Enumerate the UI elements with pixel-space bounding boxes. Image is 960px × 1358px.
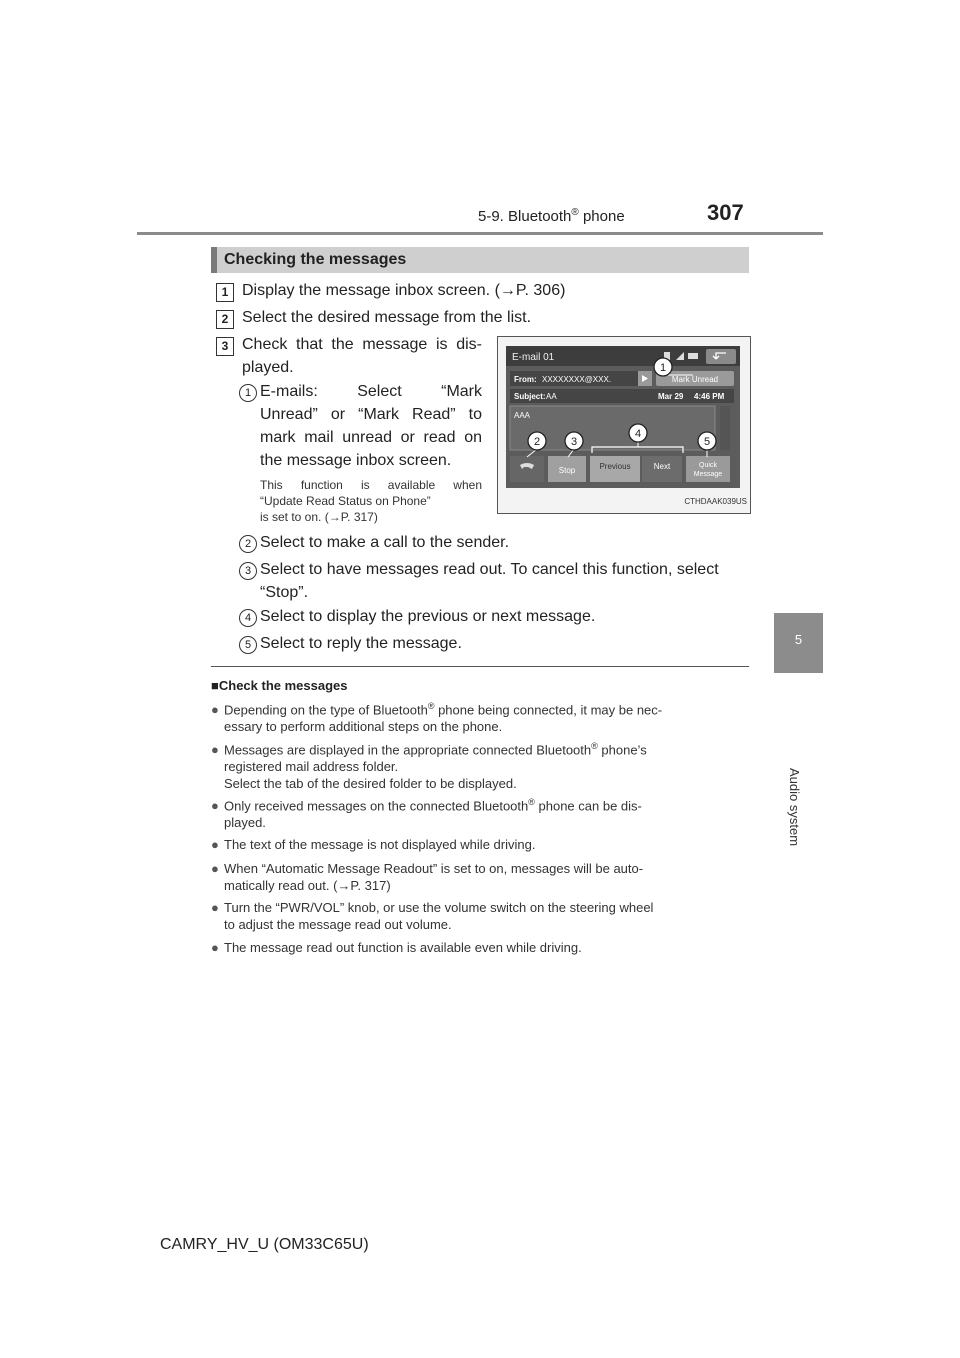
item-1-line4: the message inbox screen. xyxy=(260,452,452,469)
quick-message-button[interactable] xyxy=(686,456,730,482)
section-text: 5-9. Bluetooth xyxy=(478,208,572,225)
callout-4-label: 4 xyxy=(634,428,642,440)
step-number-2: 2 xyxy=(216,310,234,329)
registered-mark: ® xyxy=(528,797,535,807)
step-text-3-line2: played. xyxy=(242,359,294,376)
item-1-note-line1: This function is available when xyxy=(260,478,482,492)
bullet-text: played. xyxy=(224,815,266,831)
stop-label: Stop xyxy=(558,466,576,475)
item-1-line3: mark mail unread or read on xyxy=(260,429,482,446)
bullet-text: Depending on the type of Bluetooth xyxy=(224,702,428,718)
bullet-text: phone can be dis- xyxy=(534,798,642,814)
bullet-text: When “Automatic Message Readout” is set to on, messages will be auto- xyxy=(224,861,644,876)
callout-1-label: 1 xyxy=(659,362,667,374)
item-3-line1: Select to have messages read out. To cancel this function, select xyxy=(260,561,719,578)
screen-illustration-svg xyxy=(498,337,750,513)
bullet-4 xyxy=(211,836,748,853)
bullet-text: The message read out function is available even while driving. xyxy=(224,940,582,955)
section-header-accent xyxy=(211,247,217,273)
bullet-dot: ● xyxy=(211,900,219,915)
bullet-dot: ● xyxy=(211,861,219,876)
registered-mark: ® xyxy=(427,701,435,711)
bullet-dot: ● xyxy=(211,702,219,718)
bullet-5 xyxy=(211,860,748,894)
message-body-text: AAA xyxy=(514,411,531,420)
step-text-2: Select the desired message from the list. xyxy=(242,309,532,326)
bullet-2 xyxy=(211,738,748,792)
scrollbar[interactable] xyxy=(720,406,730,450)
bullet-6 xyxy=(211,899,748,933)
item-1-note-line2: “Update Read Status on Phone” xyxy=(260,494,431,508)
chapter-tab-label: Audio system xyxy=(787,768,802,847)
back-button[interactable] xyxy=(706,349,736,364)
bullet-dot: ● xyxy=(211,940,219,955)
item-1-note-line3: is set to on. (→P. 317) xyxy=(260,510,378,524)
message-date: Mar 29 xyxy=(658,392,684,401)
from-label: From: xyxy=(514,375,537,384)
bullet-text: Messages are displayed in the appropriate connected Bluetooth xyxy=(224,742,592,758)
battery-icon xyxy=(688,353,698,359)
bullet-7 xyxy=(211,939,748,956)
registered-mark: ® xyxy=(571,207,579,218)
bullet-text: phone being connected, it may be nec- xyxy=(434,702,663,718)
bullet-3 xyxy=(211,794,748,831)
step-number-3: 3 xyxy=(216,337,234,356)
message-time: 4:46 PM xyxy=(694,392,725,401)
mark-unread-label: Mark Unread xyxy=(671,375,719,384)
bullet-text: to adjust the message read out volume. xyxy=(224,917,452,932)
screen-illustration xyxy=(497,336,751,514)
item-number-5: 5 xyxy=(239,636,257,654)
step-text-1: Display the message inbox screen. (→P. 306) xyxy=(242,282,566,299)
previous-label: Previous xyxy=(599,462,631,471)
bullet-text: Turn the “PWR/VOL” knob, or use the volume switch on the steering wheel xyxy=(224,900,654,915)
callout-5-label: 5 xyxy=(703,436,711,448)
bullet-1 xyxy=(211,698,748,735)
item-number-3: 3 xyxy=(239,562,257,580)
step-text-3-line1: Check that the message is dis- xyxy=(242,336,482,353)
bullet-text: Select the tab of the desired folder to be displayed. xyxy=(224,776,517,792)
header-rule xyxy=(137,232,823,235)
callout-3-label: 3 xyxy=(570,436,578,448)
heading-text: Check the messages xyxy=(218,678,348,693)
figure-code: CTHDAAK039US xyxy=(684,497,747,506)
quick-message-label-2: Message xyxy=(693,471,723,478)
bullet-text: matically read out. (→P. 317) xyxy=(224,878,391,893)
bullet-text: phone’s xyxy=(597,742,647,758)
item-number-2: 2 xyxy=(239,535,257,553)
chapter-tab-number: 5 xyxy=(794,632,803,647)
heading-marker: ■ xyxy=(211,678,219,693)
section-title: Checking the messages xyxy=(224,251,407,268)
item-4-text: Select to display the previous or next message. xyxy=(260,608,596,625)
section-text-tail: phone xyxy=(578,208,625,225)
screen-title: E-mail 01 xyxy=(512,352,555,363)
callout-2-label: 2 xyxy=(533,436,541,448)
bullet-dot: ● xyxy=(211,742,219,758)
call-button[interactable] xyxy=(510,456,544,482)
bullet-text: The text of the message is not displayed while driving. xyxy=(224,837,536,852)
item-1-line2: Unread” or “Mark Read” to xyxy=(260,406,482,423)
footer-code: CAMRY_HV_U (OM33C65U) xyxy=(160,1236,369,1253)
item-5-text: Select to reply the message. xyxy=(260,635,462,652)
from-value: XXXXXXXX@XXX. xyxy=(542,375,612,384)
quick-message-label-1: Quick xyxy=(699,462,717,469)
subject-label: Subject: xyxy=(514,392,546,401)
bullet-text: Only received messages on the connected Bluetooth xyxy=(224,798,529,814)
subject-value: AA xyxy=(546,392,557,401)
bullet-dot: ● xyxy=(211,798,219,814)
check-heading xyxy=(211,678,347,693)
item-3-line2: “Stop”. xyxy=(260,584,309,601)
page-number: 307 xyxy=(707,200,744,225)
bullet-text: essary to perform additional steps on the phone. xyxy=(224,719,503,735)
next-label: Next xyxy=(653,462,671,471)
item-number-1: 1 xyxy=(239,384,257,402)
item-number-4: 4 xyxy=(239,609,257,627)
registered-mark: ® xyxy=(591,741,598,751)
item-2-text: Select to make a call to the sender. xyxy=(260,534,510,551)
bullet-dot: ● xyxy=(211,837,219,852)
running-header-section xyxy=(478,207,625,225)
section-divider xyxy=(211,666,749,667)
bullet-text: registered mail address folder. xyxy=(224,759,399,775)
step-number-1: 1 xyxy=(216,283,234,302)
item-1-line1: E-mails: Select “Mark xyxy=(260,383,482,400)
